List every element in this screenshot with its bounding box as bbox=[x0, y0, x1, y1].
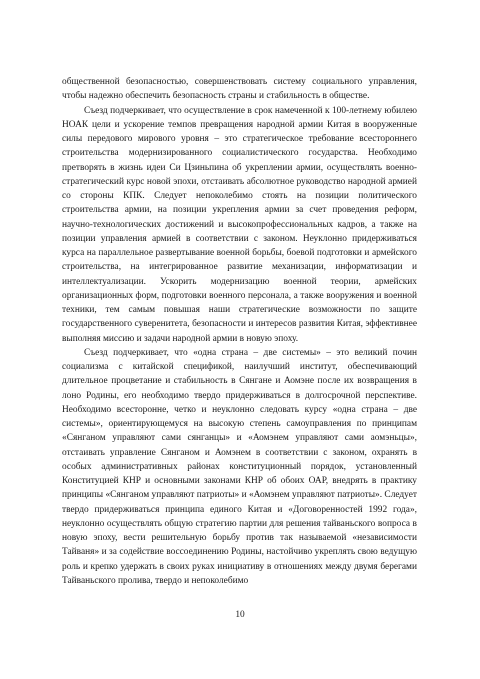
paragraph-army-modernization: Съезд подчеркивает, что осуществление в срок намеченной к 100-летнему юбилею НОАК цели и ускорение темпов превращения народной армии Китая в вооруженные силы передового мирового уровня – это стратегическое требование всестороннего строительства модернизированного социалистического государства. Необходимо претворять в жизнь идеи Си Цзиньпина об укреплении армии, осуществлять военно-стратегический курс новой эпохи, отстаивать абсолютное руководство народной армией со стороны КПК. Следует непоколебимо стоять на позиции политического строительства армии, на позиции укрепления армии за счет проведения реформ, научно-технологических достижений и высокопрофессиональных кадров, а также на позиции управления армией в соответствии с законом. Неуклонно придерживаться курса на параллельное развертывание военной борьбы, боевой подготовки и армейского строительства, на интегрированное развитие механизации, информатизации и интеллектуализации. Ускорить модернизацию военной теории, армейских организационных форм, подготовки военного персонала, а также вооружения и военной техники, тем самым повышая наши стратегические возможности по защите государственного суверенитета, безопасности и интересов развития Китая, эффективнее выполняя миссию и задачи народной армии в новую эпоху. bbox=[62, 105, 417, 344]
page-number: 10 bbox=[235, 610, 245, 620]
paragraph-continuation: общественной безопасностью, совершенствовать систему социального управления, чтобы надежно обеспечить безопасность страны и стабильность в обществе. bbox=[62, 77, 417, 102]
paragraph-one-country-two-systems: Съезд подчеркивает, что «одна страна – две системы» – это великий почин социализма с китайской спецификой, наилучший институт, обеспечивающий длительное процветание и стабильность в Сянгане и Аомэне после их возвращения в лоно Родины, его необходимо твердо придерживаться в долгосрочной перспективе. Необходимо всесторонне, четко и неуклонно следовать курсу «одна страна – две системы», ориентирующемуся на высокую степень самоуправления по принципам «Сянганом управляют сами сянганцы» и «Аомэнем управляют сами аомэньцы», отстаивать управление Сянганом и Аомэнем в соответствии с законом, охранять в особых административных районах конституционный порядок, установленный Конституцией КНР и основными законами КНР об обоих ОАР, внедрять в практику принципы «Сянганом управляют патриоты» и «Аомэнем управляют патриоты». Следует твердо придерживаться принципа единого Китая и «Договоренностей 1992 года», неуклонно осуществлять общую стратегию партии для решения тайваньского вопроса в новую эпоху, вести решительную борьбу против так называемой «независимости Тайваня» и за содействие воссоединению Родины, настойчиво укреплять свою ведущую роль и крепко удержать в своих руках инициативу в отношениях между двумя берегами Тайваньского пролива, твердо и непоколебимо bbox=[62, 347, 417, 586]
document-body bbox=[62, 75, 417, 588]
